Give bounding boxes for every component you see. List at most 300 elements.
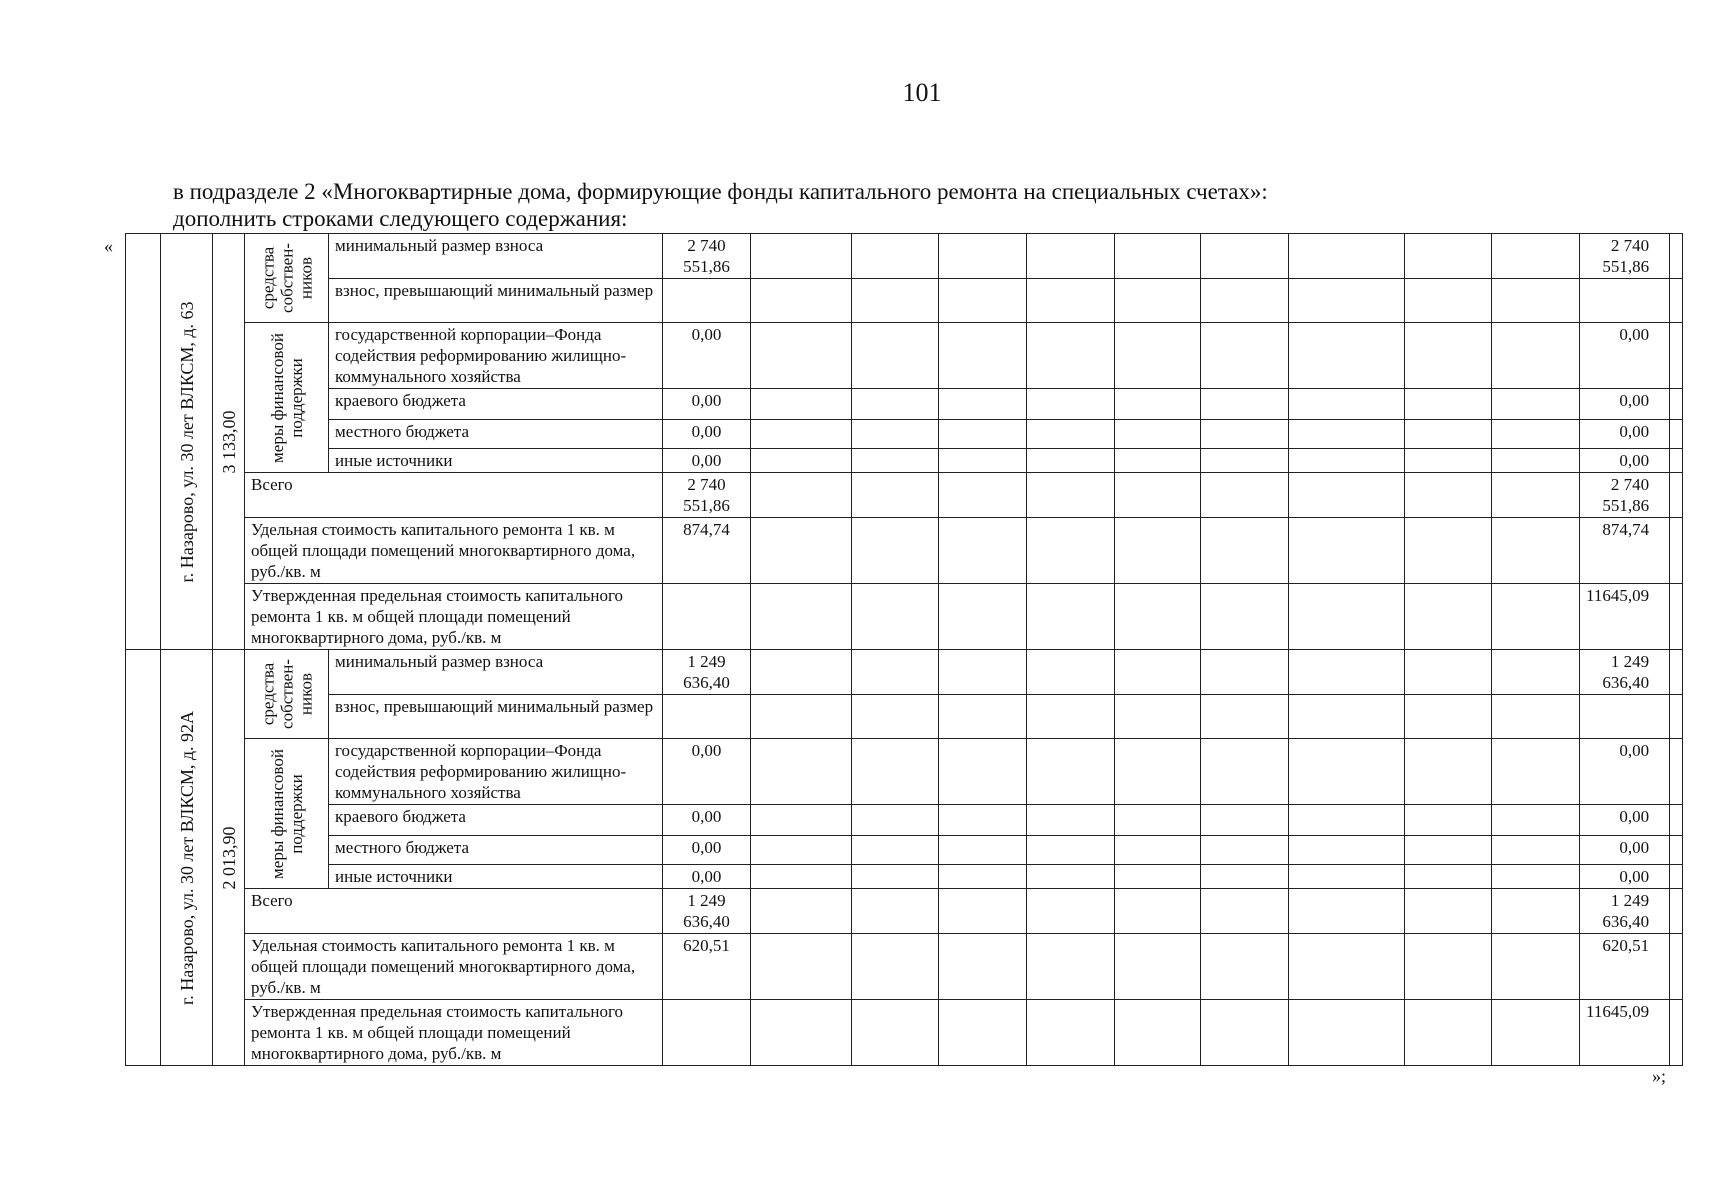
total-value-line-2: 551,86 [683,496,730,515]
empty-cell [1115,695,1201,739]
empty-cell [1027,518,1115,584]
empty-cell [939,865,1027,889]
last-empty-cell [1670,279,1683,323]
table-row [126,934,1683,1000]
empty-cell [939,518,1027,584]
empty-cell [1405,805,1492,836]
empty-cell [1492,389,1580,420]
row-value [663,449,751,473]
empty-cell [1289,805,1405,836]
house-area [219,410,239,473]
empty-cell [1201,865,1289,889]
empty-cell [751,836,852,865]
empty-cell [852,473,939,518]
closing-quote: »; [1652,1066,1667,1086]
empty-cell [1027,934,1115,1000]
table-row [126,518,1683,584]
table-row [126,695,1683,739]
empty-cell [751,1000,852,1066]
total-value [663,889,751,934]
row-total-line-1: 0,00 [1619,741,1650,760]
financial-support-label [268,749,306,879]
empty-cell [1405,934,1492,1000]
row-label: минимальный размер взноса [329,234,663,279]
empty-cell [1492,889,1580,934]
empty-cell [1201,934,1289,1000]
last-empty-cell [1670,234,1683,279]
row-value-line-1: 0,00 [691,451,722,470]
empty-cell [1492,695,1580,739]
total-value-line-1: 1 249 [687,891,726,910]
empty-cell [1027,449,1115,473]
owners-funds-group [245,650,329,739]
row-number-cell [126,234,161,650]
row-total [1580,836,1670,865]
empty-cell [939,695,1027,739]
empty-cell [1027,805,1115,836]
empty-cell [751,695,852,739]
empty-cell [1201,323,1289,389]
row-label: краевого бюджета [329,805,663,836]
row-total [1580,865,1670,889]
row-value [663,323,751,389]
empty-cell [939,650,1027,695]
row-value-line-2: 551,86 [683,257,730,276]
row-value-line-2: 636,40 [683,673,730,692]
row-value [663,234,751,279]
empty-cell [1405,739,1492,805]
empty-cell [1405,584,1492,650]
empty-cell [1115,420,1201,449]
empty-cell [1027,865,1115,889]
empty-cell [751,865,852,889]
empty-cell [1289,473,1405,518]
financial-support-label-line-0: меры финансовой [267,748,287,879]
empty-cell [1115,889,1201,934]
row-total-line-1: 0,00 [1619,422,1650,441]
house-area-line-0: 2 013,90 [218,826,239,889]
owners-funds-label-line-1: собствен- [277,659,296,729]
unit-cost-label: Удельная стоимость капитального ремонта 1 кв. м общей площади помещений многоквартирного дома, руб./кв. м [245,934,663,1000]
empty-cell [1492,934,1580,1000]
financial-support-label-line-0: меры финансовой [267,332,287,463]
empty-cell [939,389,1027,420]
house-area [219,826,239,889]
row-label: государственной корпорации–Фонда содействия реформированию жилищно-коммунального хозяйства [329,323,663,389]
row-label: государственной корпорации–Фонда содействия реформированию жилищно-коммунального хозяйства [329,739,663,805]
row-value-line-1: 0,00 [691,422,722,441]
financial-support-label [268,333,306,463]
last-empty-cell [1670,1000,1683,1066]
limit-cost-total [1580,1000,1670,1066]
intro-line-1: в подразделе 2 «Многоквартирные дома, формирующие фонды капитального ремонта на специальных счетах»: [173,179,1268,204]
empty-cell [852,389,939,420]
table-row [126,739,1683,805]
empty-cell [1492,739,1580,805]
empty-cell [1115,518,1201,584]
empty-cell [1201,473,1289,518]
empty-cell [1492,234,1580,279]
empty-cell [852,889,939,934]
empty-cell [1115,650,1201,695]
empty-cell [1289,739,1405,805]
financial-support-label-line-1: поддержки [286,773,306,854]
row-total [1580,449,1670,473]
empty-cell [1289,650,1405,695]
empty-cell [939,323,1027,389]
row-total-line-1: 0,00 [1619,807,1650,826]
empty-cell [852,934,939,1000]
total-sum [1580,473,1670,518]
unit-cost-value-line-1: 874,74 [683,520,730,539]
empty-cell [1492,1000,1580,1066]
last-empty-cell [1670,805,1683,836]
row-total-line-2: 636,40 [1602,673,1650,692]
row-value-line-1: 0,00 [691,325,722,344]
house-address-line-0: г. Назарово, ул. 30 лет ВЛКСМ, д. 63 [176,300,197,583]
empty-cell [852,584,939,650]
table-row [126,650,1683,695]
empty-cell [852,836,939,865]
last-empty-cell [1670,449,1683,473]
total-sum-line-1: 2 740 [1610,475,1650,494]
empty-cell [1115,739,1201,805]
table-row [126,836,1683,865]
empty-cell [751,518,852,584]
row-total [1580,323,1670,389]
empty-cell [1405,650,1492,695]
empty-cell [1115,473,1201,518]
empty-cell [1492,449,1580,473]
empty-cell [1027,279,1115,323]
row-value [663,650,751,695]
row-value-line-1: 0,00 [691,741,722,760]
empty-cell [1201,836,1289,865]
row-total [1580,695,1670,739]
last-empty-cell [1670,865,1683,889]
empty-cell [852,739,939,805]
last-empty-cell [1670,739,1683,805]
financial-support-group [245,323,329,473]
table-row [126,584,1683,650]
empty-cell [1405,420,1492,449]
total-sum-line-1: 1 249 [1610,891,1650,910]
intro-text [173,178,1268,232]
empty-cell [1492,805,1580,836]
empty-cell [1492,420,1580,449]
house-address [177,301,197,582]
row-value-line-1: 2 740 [687,236,726,255]
empty-cell [1201,420,1289,449]
limit-cost-total-line-1: 11645,09 [1586,586,1650,605]
address-cell [161,234,213,650]
empty-cell [751,934,852,1000]
empty-cell [1289,934,1405,1000]
row-total [1580,389,1670,420]
empty-cell [852,865,939,889]
row-total-line-1: 0,00 [1619,838,1650,857]
empty-cell [1492,836,1580,865]
row-total [1580,805,1670,836]
row-label: минимальный размер взноса [329,650,663,695]
empty-cell [1027,836,1115,865]
empty-cell [852,650,939,695]
empty-cell [1405,473,1492,518]
total-label: Всего [245,889,663,934]
empty-cell [1405,865,1492,889]
total-value [663,473,751,518]
empty-cell [1492,584,1580,650]
empty-cell [1027,1000,1115,1066]
table-row [126,865,1683,889]
empty-cell [751,234,852,279]
unit-cost-total [1580,518,1670,584]
empty-cell [1115,389,1201,420]
row-total [1580,739,1670,805]
empty-cell [1201,739,1289,805]
owners-funds-label-line-1: собствен- [277,243,296,313]
intro-line-2: дополнить строками следующего содержания: [173,206,628,231]
area-cell [213,234,245,650]
empty-cell [1289,584,1405,650]
empty-cell [1405,389,1492,420]
empty-cell [852,695,939,739]
owners-funds-label-line-2: ников [296,672,315,716]
row-total [1580,279,1670,323]
empty-cell [1289,389,1405,420]
empty-cell [852,805,939,836]
empty-cell [751,473,852,518]
empty-cell [1115,323,1201,389]
row-value [663,279,751,323]
row-label: местного бюджета [329,420,663,449]
empty-cell [1115,234,1201,279]
capital-repair-table [125,233,1683,1066]
empty-cell [1027,323,1115,389]
total-label: Всего [245,473,663,518]
empty-cell [751,420,852,449]
row-value [663,865,751,889]
table-row [126,805,1683,836]
owners-funds-label [258,659,315,729]
empty-cell [1201,584,1289,650]
empty-cell [939,1000,1027,1066]
empty-cell [751,584,852,650]
empty-cell [1492,279,1580,323]
empty-cell [939,889,1027,934]
empty-cell [751,650,852,695]
empty-cell [1405,234,1492,279]
opening-quote: « [104,236,113,256]
row-value [663,805,751,836]
empty-cell [1405,279,1492,323]
empty-cell [1492,323,1580,389]
empty-cell [939,234,1027,279]
total-value-line-2: 636,40 [683,912,730,931]
empty-cell [751,449,852,473]
table-row [126,279,1683,323]
table-row [126,234,1683,279]
empty-cell [1289,279,1405,323]
empty-cell [1492,865,1580,889]
unit-cost-total-line-1: 874,74 [1602,520,1650,539]
empty-cell [939,934,1027,1000]
empty-cell [939,584,1027,650]
row-label: взнос, превышающий минимальный размер [329,279,663,323]
empty-cell [751,889,852,934]
owners-funds-group [245,234,329,323]
empty-cell [1289,449,1405,473]
empty-cell [751,739,852,805]
last-empty-cell [1670,584,1683,650]
owners-funds-label-line-0: средства [258,246,277,310]
empty-cell [1027,234,1115,279]
empty-cell [751,389,852,420]
last-empty-cell [1670,420,1683,449]
empty-cell [939,739,1027,805]
empty-cell [1115,279,1201,323]
row-value [663,739,751,805]
unit-cost-total [1580,934,1670,1000]
last-empty-cell [1670,934,1683,1000]
total-sum-line-2: 636,40 [1602,912,1650,931]
empty-cell [1289,420,1405,449]
house-address-line-0: г. Назарово, ул. 30 лет ВЛКСМ, д. 92А [176,710,197,1005]
empty-cell [1201,1000,1289,1066]
empty-cell [1289,518,1405,584]
table-row [126,449,1683,473]
empty-cell [939,836,1027,865]
row-total [1580,420,1670,449]
empty-cell [1115,836,1201,865]
owners-funds-label-line-0: средства [258,662,277,726]
empty-cell [1027,473,1115,518]
limit-cost-value [663,584,751,650]
empty-cell [939,473,1027,518]
row-label: краевого бюджета [329,389,663,420]
empty-cell [1201,389,1289,420]
row-value [663,695,751,739]
empty-cell [1115,865,1201,889]
table-row [126,323,1683,389]
last-empty-cell [1670,650,1683,695]
house-area-line-0: 3 133,00 [218,410,239,473]
table-row [126,420,1683,449]
financial-support-label-line-1: поддержки [286,357,306,438]
last-empty-cell [1670,695,1683,739]
row-label: иные источники [329,865,663,889]
empty-cell [1115,934,1201,1000]
total-sum [1580,889,1670,934]
empty-cell [1201,234,1289,279]
empty-cell [1289,695,1405,739]
limit-cost-label: Утвержденная предельная стоимость капитального ремонта 1 кв. м общей площади помещений многоквартирного дома, руб./кв. м [245,1000,663,1066]
empty-cell [1492,473,1580,518]
empty-cell [1289,865,1405,889]
empty-cell [939,420,1027,449]
row-total-line-2: 551,86 [1602,257,1650,276]
empty-cell [1115,449,1201,473]
row-total-line-1: 2 740 [1610,236,1650,255]
row-total [1580,234,1670,279]
empty-cell [852,279,939,323]
row-total [1580,650,1670,695]
empty-cell [1115,1000,1201,1066]
empty-cell [1027,650,1115,695]
last-empty-cell [1670,389,1683,420]
total-value-line-1: 2 740 [687,475,726,494]
empty-cell [1115,584,1201,650]
empty-cell [852,449,939,473]
row-value-line-1: 0,00 [691,838,722,857]
empty-cell [1405,1000,1492,1066]
row-value-line-1: 0,00 [691,807,722,826]
empty-cell [1405,518,1492,584]
row-value-line-1: 1 249 [687,652,726,671]
row-total-line-1: 1 249 [1610,652,1650,671]
empty-cell [1027,420,1115,449]
table-row [126,389,1683,420]
empty-cell [1027,389,1115,420]
table-row [126,889,1683,934]
empty-cell [751,323,852,389]
house-address [177,710,197,1004]
row-total-line-1: 0,00 [1619,325,1650,344]
empty-cell [1289,889,1405,934]
owners-funds-label [258,243,315,313]
empty-cell [1201,650,1289,695]
empty-cell [1027,584,1115,650]
empty-cell [939,279,1027,323]
empty-cell [751,279,852,323]
empty-cell [1027,739,1115,805]
empty-cell [1289,1000,1405,1066]
empty-cell [852,1000,939,1066]
row-label: иные источники [329,449,663,473]
empty-cell [1201,518,1289,584]
empty-cell [1201,279,1289,323]
last-empty-cell [1670,889,1683,934]
empty-cell [1405,836,1492,865]
empty-cell [1289,323,1405,389]
empty-cell [751,805,852,836]
empty-cell [1405,889,1492,934]
row-total-line-1: 0,00 [1619,867,1650,886]
empty-cell [1289,234,1405,279]
empty-cell [1027,889,1115,934]
total-sum-line-2: 551,86 [1602,496,1650,515]
unit-cost-label: Удельная стоимость капитального ремонта 1 кв. м общей площади помещений многоквартирного дома, руб./кв. м [245,518,663,584]
address-cell [161,650,213,1066]
area-cell [213,650,245,1066]
row-value [663,420,751,449]
row-value [663,389,751,420]
last-empty-cell [1670,323,1683,389]
empty-cell [1289,836,1405,865]
row-label: взнос, превышающий минимальный размер [329,695,663,739]
row-value [663,836,751,865]
row-total-line-1: 0,00 [1619,451,1650,470]
row-number-cell [126,650,161,1066]
empty-cell [939,449,1027,473]
empty-cell [852,518,939,584]
unit-cost-total-line-1: 620,51 [1602,936,1650,955]
row-total-line-1: 0,00 [1619,391,1650,410]
table-row [126,1000,1683,1066]
limit-cost-label: Утвержденная предельная стоимость капитального ремонта 1 кв. м общей площади помещений многоквартирного дома, руб./кв. м [245,584,663,650]
last-empty-cell [1670,836,1683,865]
empty-cell [1201,695,1289,739]
